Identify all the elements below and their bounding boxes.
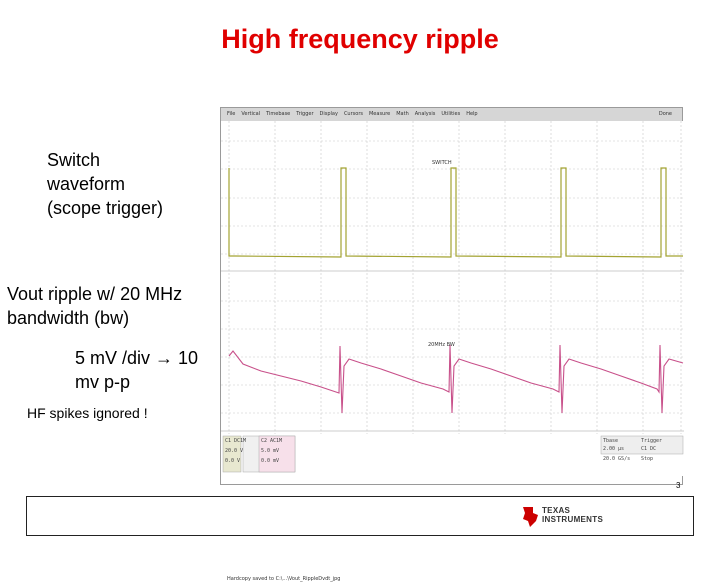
scope-info-cell: C1 DC1M — [225, 438, 247, 444]
scope-menu-bar[interactable] — [221, 108, 682, 121]
scope-info-cell: Tbase — [603, 438, 619, 444]
texas-instruments-logo — [520, 503, 620, 531]
slide-title: High frequency ripple — [221, 24, 499, 54]
ti-state-icon — [520, 505, 540, 529]
scope-menu-item[interactable]: Display — [319, 111, 338, 117]
scope-menu-item[interactable]: Measure — [368, 111, 391, 117]
scope-info-cell: C2 AC1M — [261, 438, 283, 444]
ch2-marker: 20MHz BW — [428, 342, 455, 348]
scope-info-cell: 0.0 mV — [261, 458, 280, 464]
scope-info-cell: Stop — [641, 456, 654, 462]
label-switch-waveform: Switch waveform (scope trigger) — [47, 150, 164, 218]
scope-info-cell: 5.0 mV — [261, 448, 280, 454]
label-hf-spikes: HF spikes ignored ! — [27, 405, 148, 421]
scope-menu-done[interactable]: Done — [658, 111, 672, 117]
scope-menu-item[interactable]: Math — [396, 111, 409, 117]
scope-status-line: Hardcopy saved to C:\...\Vout_RippleDvdt_jpg — [227, 576, 341, 582]
scope-menu-item[interactable]: Vertical — [241, 111, 261, 117]
page-number: 3 — [676, 481, 681, 490]
scope-info-cell: 20.0 GS/s — [603, 456, 631, 462]
scope-menu-item[interactable]: Trigger — [296, 111, 314, 117]
scope-menu-item[interactable]: Cursors — [343, 111, 363, 117]
scope-info-cell: Trigger — [641, 438, 663, 444]
ch1-marker: SWITCH — [432, 160, 452, 166]
ti-logo-text: TEXAS INSTRUMENTS — [542, 506, 604, 524]
scope-menu-item[interactable]: Analysis — [414, 111, 436, 117]
label-scale: 5 mV /div → 10 mv p-p — [75, 348, 199, 392]
scope-info-cell: 2.00 µs — [603, 446, 625, 452]
scope-menu-item[interactable]: Help — [466, 111, 478, 117]
scope-menu-item[interactable]: File — [227, 111, 236, 117]
scope-info-panel — [221, 434, 684, 476]
label-vout-ripple: Vout ripple w/ 20 MHz bandwidth (bw) — [7, 284, 183, 328]
scope-menu-item[interactable]: Utilities — [441, 111, 461, 117]
scope-info-cell: C1 DC — [641, 446, 657, 452]
scope-info-cell: 0.0 V — [225, 458, 241, 464]
scope-grid — [221, 121, 684, 434]
scope-info-cell: 20.0 V — [225, 448, 244, 454]
scope-menu-item[interactable]: Timebase — [266, 111, 291, 117]
